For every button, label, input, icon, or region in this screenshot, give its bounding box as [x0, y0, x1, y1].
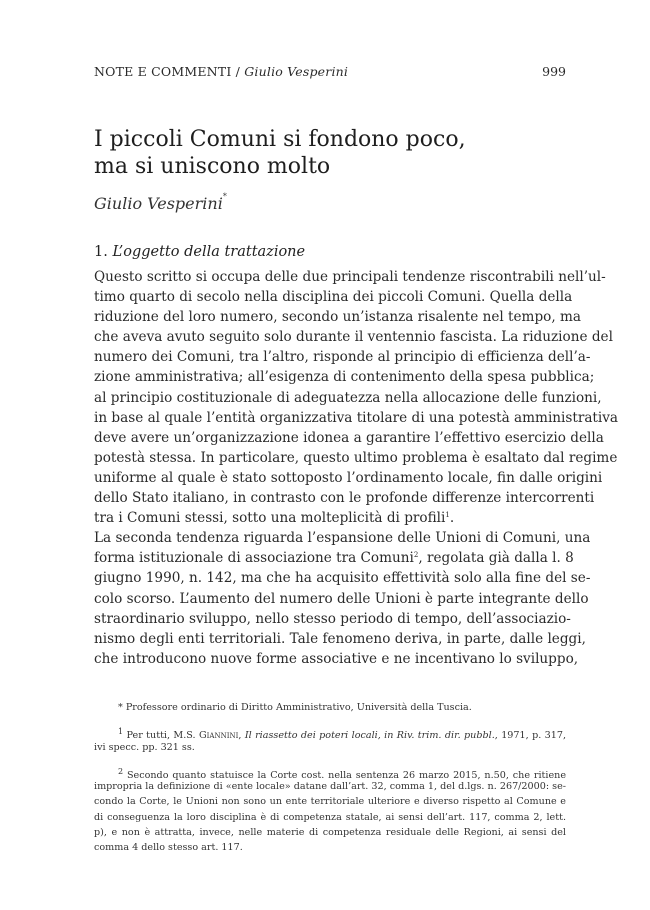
body-line: timo quarto di secolo nella disciplina dei piccoli Comuni. Quella della — [94, 289, 573, 306]
footnotes — [94, 700, 566, 856]
body-line: numero dei Comuni, tra l’altro, risponde al principio di efficienza dell’a- — [94, 349, 591, 366]
body-line: deve avere un’organizzazione idonea a garantire l’effettivo esercizio della — [94, 429, 604, 446]
footnote-2-mark: 2 — [118, 766, 124, 776]
body-text — [94, 267, 619, 669]
body-line: tra i Comuni stessi, sotto una molteplicità di profili$^1$. — [94, 510, 455, 527]
footnote-1-rest: , 1971, p. 317, — [494, 730, 567, 742]
body-line: che aveva avuto seguito solo durante il ventennio fascista. La riduzione del — [94, 329, 613, 346]
footnote-ref-1: 1 — [445, 511, 450, 520]
body-line: in base al quale l’entità organizzativa titolare di una potestà amministrativa — [94, 409, 619, 426]
author-note-mark: * — [222, 192, 227, 201]
body-line-text: forma istituzionale di associazione tra Comuni — [94, 550, 414, 567]
section-title: L’oggetto della trattazione — [112, 244, 306, 260]
body-line: che introducono nuove forme associative e ne incentivano lo sviluppo, — [94, 650, 579, 667]
article-title-line-2: ma si uniscono molto — [94, 154, 331, 179]
footnote-gap — [94, 755, 566, 764]
footnote-2-line: condo la Corte, le Unioni non sono un ente territoriale ulteriore e diverso rispetto al Comune e — [94, 796, 566, 808]
body-line: potestà stessa. In particolare, questo ultimo problema è esaltato dal regime — [94, 449, 618, 466]
body-line-text: tra i Comuni stessi, sotto una molteplicità di profili — [94, 510, 446, 527]
footnote-1-lead: Per tutti, M.S. — [126, 730, 196, 742]
footnote-1-author: Giannini — [199, 730, 239, 742]
body-line: al principio costituzionale di adeguatezza nella allocazione delle funzioni, — [94, 389, 602, 406]
body-line: straordinario sviluppo, nello stesso periodo di tempo, dell’associazio- — [94, 610, 571, 627]
running-head-left — [94, 64, 348, 79]
article-title — [94, 126, 574, 180]
article-title-line-1: I piccoli Comuni si fondono poco, — [94, 127, 466, 152]
author-name: Giulio Vesperini — [94, 194, 223, 213]
footnote-2-line: di conseguenza la loro disciplina è di competenza statale, ai sensi dell’art. 117, comma 2, lett. — [94, 811, 566, 823]
body-line: giugno 1990, n. 142, ma che ha acquisito effettività solo alla fine del se- — [94, 570, 591, 587]
footnote-star: * Professore ordinario di Diritto Amministrativo, Università della Tuscia. — [118, 702, 472, 713]
running-head-author: Giulio Vesperini — [244, 64, 349, 79]
body-line: zione amministrativa; all’esigenza di contenimento della spesa pubblica; — [94, 369, 595, 386]
section-heading — [94, 244, 305, 260]
author-byline — [94, 194, 227, 213]
body-line: colo scorso. L’aumento del numero delle Unioni è parte integrante dello — [94, 590, 589, 607]
footnote-2-line: p), e non è attratta, invece, nelle materie di competenza residuale delle Regioni, ai sensi del — [94, 827, 566, 839]
page-number: 999 — [542, 64, 566, 79]
footnote-gap — [94, 715, 566, 724]
body-line — [94, 548, 574, 568]
body-line: riduzione del loro numero, secondo un’istanza risalente nel tempo, ma — [94, 309, 581, 326]
footnote-1-line-2: ivi specc. pp. 321 ss. — [94, 741, 195, 753]
body-line: La seconda tendenza riguarda l’espansione delle Unioni di Comuni, una — [94, 530, 591, 547]
footnote-1-title: Il riassetto dei poteri locali, in Riv. trim. dir. pubbl. — [244, 730, 495, 742]
body-line: dello Stato italiano, in contrasto con le profonde differenze intercorrenti — [94, 490, 595, 507]
footnote-1-mark: 1 — [118, 727, 124, 737]
body-line: nismo degli enti territoriali. Tale fenomeno deriva, in parte, dalle leggi, — [94, 630, 586, 647]
section-number: 1. — [94, 244, 108, 260]
body-line: Questo scritto si occupa delle due principali tendenze riscontrabili nell’ul- — [94, 269, 606, 285]
footnote-2 — [94, 764, 566, 782]
footnote-2-line-1: Secondo quanto statuisce la Corte cost. nella sentenza 26 marzo 2015, n.50, che ritiene — [126, 770, 566, 782]
running-head-section: NOTE E COMMENTI / — [94, 64, 241, 79]
body-line-tail: , regolata già dalla l. 8 — [418, 550, 574, 567]
footnote-ref-2: 2 — [413, 551, 419, 560]
running-head — [94, 64, 566, 84]
footnote-2-line: comma 4 dello stesso art. 117. — [94, 842, 243, 854]
footnote-1: $^1$ Per tutti, M.S. Giannini, Il riassetto dei poteri locali, in Riv. trim. dir. pubbl., 1971, p. 317, — [118, 727, 567, 742]
body-line: uniforme al quale è stato sottoposto l’ordinamento locale, fin dalle origini — [94, 469, 603, 486]
footnote-2-line: impropria la definizione di «ente locale» datane dall’art. 32, comma 1, del d.lgs. n. 267/2000: se- — [94, 781, 566, 793]
